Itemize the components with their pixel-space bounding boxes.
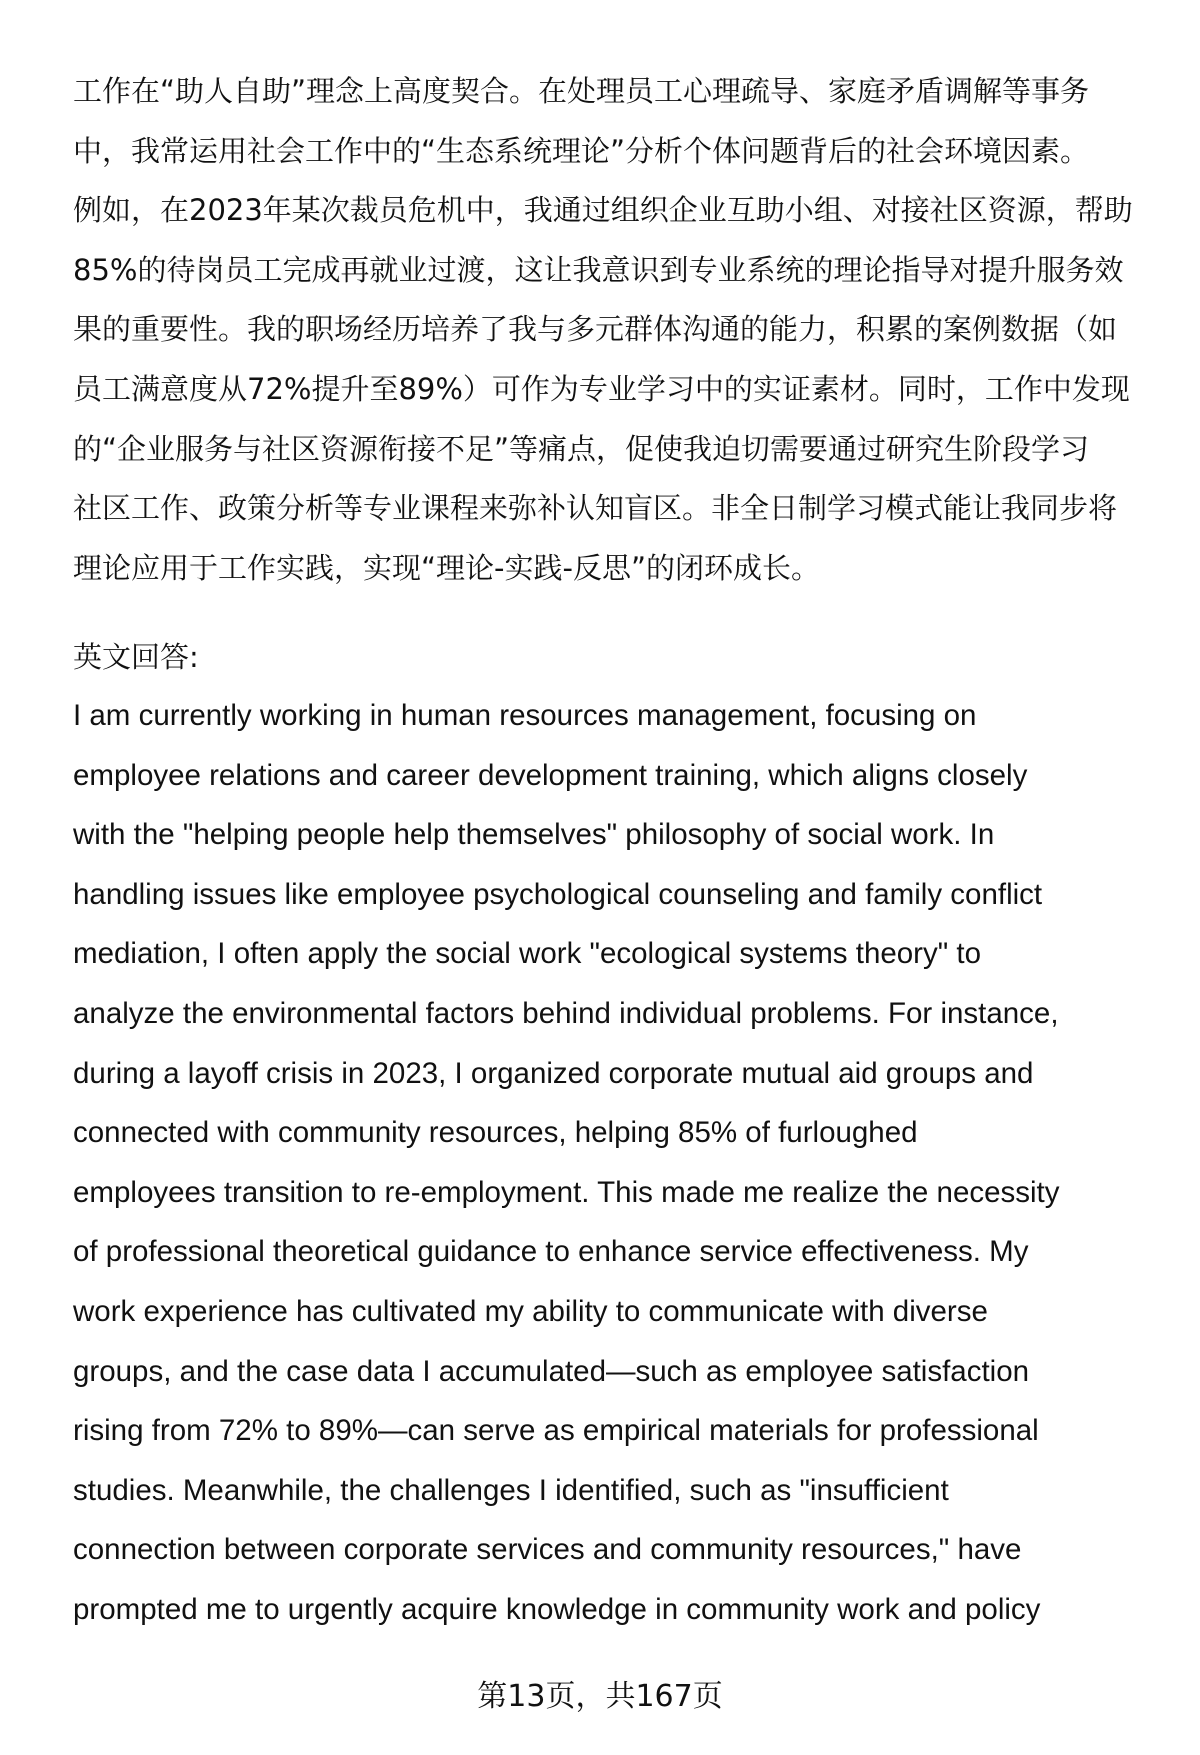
english-answer-line: connection between corporate services and community resources," have — [73, 1533, 1022, 1567]
english-answer-line: employee relations and career development training, which aligns closely — [73, 758, 1028, 792]
english-answer-line: studies. Meanwhile, the challenges I identified, such as "insufficient — [73, 1473, 949, 1507]
chinese-answer-line: 工作在“助人自助”理念上高度契合。在处理员工心理疏导、家庭矛盾调解等事务 — [73, 74, 1090, 108]
chinese-answer-line: 社区工作、政策分析等专业课程来弥补认知盲区。非全日制学习模式能让我同步将 — [73, 491, 1118, 526]
english-answer-line: of professional theoretical guidance to enhance service effectiveness. My — [73, 1235, 1029, 1269]
english-answer-line: groups, and the case data I accumulated—such as employee satisfaction — [73, 1354, 1030, 1388]
chinese-answer-line: 果的重要性。我的职场经历培养了我与多元群体沟通的能力，积累的案例数据（如 — [73, 312, 1118, 347]
english-answer-line: during a layoff crisis in 2023, I organized corporate mutual aid groups and — [73, 1056, 1034, 1090]
english-answer-line: analyze the environmental factors behind individual problems. For instance, — [73, 997, 1059, 1030]
chinese-answer-line: 85%的待岗员工完成再就业过渡，这让我意识到专业系统的理论指导对提升服务效 — [73, 252, 1124, 287]
page-number: 第13页，共167页 — [477, 1679, 723, 1714]
chinese-answer-line: 理论应用于工作实践，实现“理论-实践-反思”的闭环成长。 — [73, 550, 820, 585]
chinese-answer-line: 员工满意度从72%提升至89%）可作为专业学习中的实证素材。同时，工作中发现 — [73, 372, 1130, 406]
english-answer-line: mediation, I often apply the social work "ecological systems theory" to — [73, 937, 982, 971]
english-answer-line: rising from 72% to 89%—can serve as empirical materials for professional — [73, 1414, 1039, 1448]
english-answer-heading: 英文回答: — [73, 640, 199, 674]
english-answer-line: I am currently working in human resources management, focusing on — [73, 699, 977, 732]
english-answer-line: work experience has cultivated my ability to communicate with diverse — [73, 1295, 988, 1328]
english-answer-line: handling issues like employee psychological counseling and family conflict — [73, 877, 1043, 911]
chinese-answer-line: 的“企业服务与社区资源衔接不足”等痛点，促使我迫切需要通过研究生阶段学习 — [73, 431, 1090, 466]
english-answer-line: employees transition to re-employment. This made me realize the necessity — [73, 1175, 1060, 1209]
chinese-answer-line: 例如，在2023年某次裁员危机中，我通过组织企业互助小组、对接社区资源，帮助 — [73, 193, 1133, 228]
english-answer-line: connected with community resources, helping 85% of furloughed — [73, 1116, 918, 1150]
chinese-answer-line: 中，我常运用社会工作中的“生态系统理论”分析个体问题背后的社会环境因素。 — [73, 133, 1090, 168]
english-answer-line: prompted me to urgently acquire knowledge in community work and policy — [73, 1593, 1041, 1626]
english-answer-line: with the "helping people help themselves" philosophy of social work. In — [73, 818, 995, 852]
